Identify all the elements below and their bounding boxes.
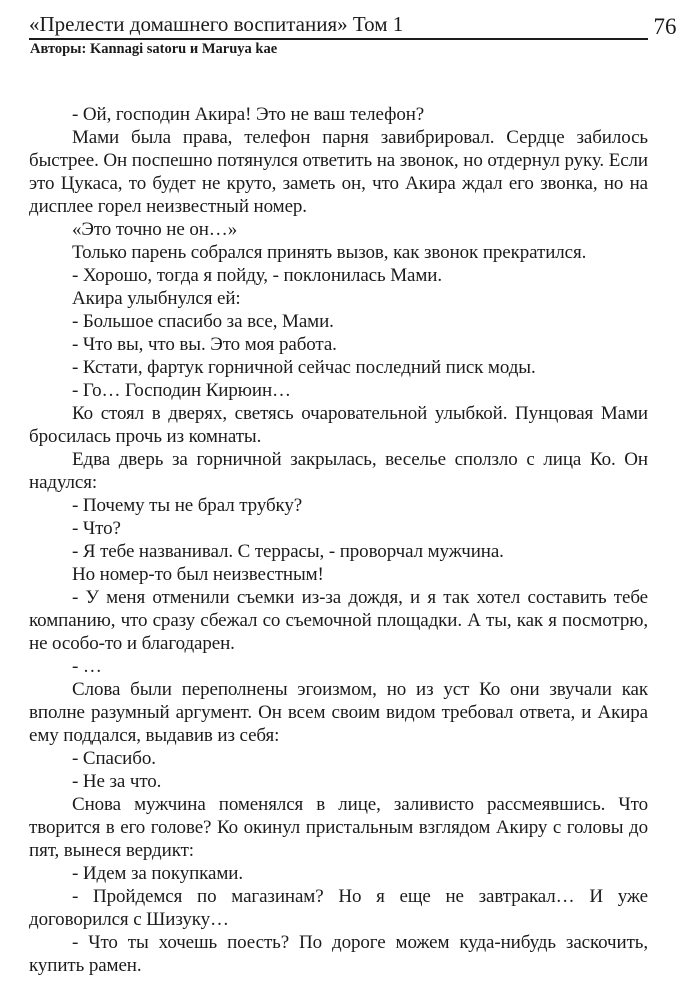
paragraph: Только парень собрался принять вызов, как звонок прекратился. xyxy=(72,242,587,263)
paragraph: - Кстати, фартук горничной сейчас последний писк моды. xyxy=(72,357,536,378)
paragraph: - Го… Господин Кирюин… xyxy=(72,380,291,401)
paragraph: - Идем за покупками. xyxy=(72,863,243,884)
paragraph: - Ой, господин Акира! Это не ваш телефон? xyxy=(72,104,425,125)
paragraph: - Почему ты не брал трубку? xyxy=(72,495,303,516)
page-header xyxy=(0,0,682,57)
header-row xyxy=(0,13,682,40)
paragraph: Мами была права, телефон парня завибрировал. Сердце забилось быстрее. Он поспешно потянулся ответить на звонок, но отдернул руку. Если это Цукаса, то будет не круто, заметь он, что Акира ждал его звонка, но на дисплее горел неизвестный номер. xyxy=(29,127,648,217)
paragraph: Слова были переполнены эгоизмом, но из уст Ко они звучали как вполне разумный аргумент. Он всем своим видом требовал ответа, и Акира ему поддался, выдавив из себя: xyxy=(29,679,648,746)
paragraph: - Я тебе названивал. С террасы, - проворчал мужчина. xyxy=(72,541,504,562)
paragraph: - У меня отменили съемки из-за дождя, и я так хотел составить тебе компанию, что сразу сбежал со съемочной площадки. А ты, как я посмотрю, не особо-то и благодарен. xyxy=(29,587,648,654)
paragraph: - Что ты хочешь поесть? По дороге можем куда-нибудь заскочить, купить рамен. xyxy=(29,932,648,976)
authors-line: Авторы: Kannagi satoru и Maruya kae xyxy=(30,41,278,57)
paragraph: «Это точно не он…» xyxy=(72,219,238,240)
paragraph: Снова мужчина поменялся в лице, заливисто рассмеявшись. Что творится в его голове? Ко окинул пристальным взглядом Акиру с головы до пят, вынеся вердикт: xyxy=(29,794,648,861)
book-title: «Прелести домашнего воспитания» Том 1 xyxy=(29,13,648,40)
paragraph: - Не за что. xyxy=(72,771,162,792)
paragraph: Ко стоял в дверях, светясь очаровательной улыбкой. Пунцовая Мами бросилась прочь из комнаты. xyxy=(29,403,648,447)
paragraph: Акира улыбнулся ей: xyxy=(72,288,241,309)
page-body xyxy=(29,103,648,977)
paragraph: - Хорошо, тогда я пойду, - поклонилась Мами. xyxy=(72,265,442,286)
paragraph: Едва дверь за горничной закрылась, веселье сползло с лица Ко. Он надулся: xyxy=(29,449,648,493)
paragraph: Но номер-то был неизвестным! xyxy=(72,564,324,585)
paragraph: - … xyxy=(72,656,102,677)
paragraph: - Что? xyxy=(72,518,121,539)
paragraph: - Спасибо. xyxy=(72,748,156,769)
paragraph: - Большое спасибо за все, Мами. xyxy=(72,311,334,332)
paragraph: - Пройдемся по магазинам? Но я еще не завтракал… И уже договорился с Шизуку… xyxy=(29,886,648,930)
page-number: 76 xyxy=(653,14,677,39)
paragraph: - Что вы, что вы. Это моя работа. xyxy=(72,334,337,355)
